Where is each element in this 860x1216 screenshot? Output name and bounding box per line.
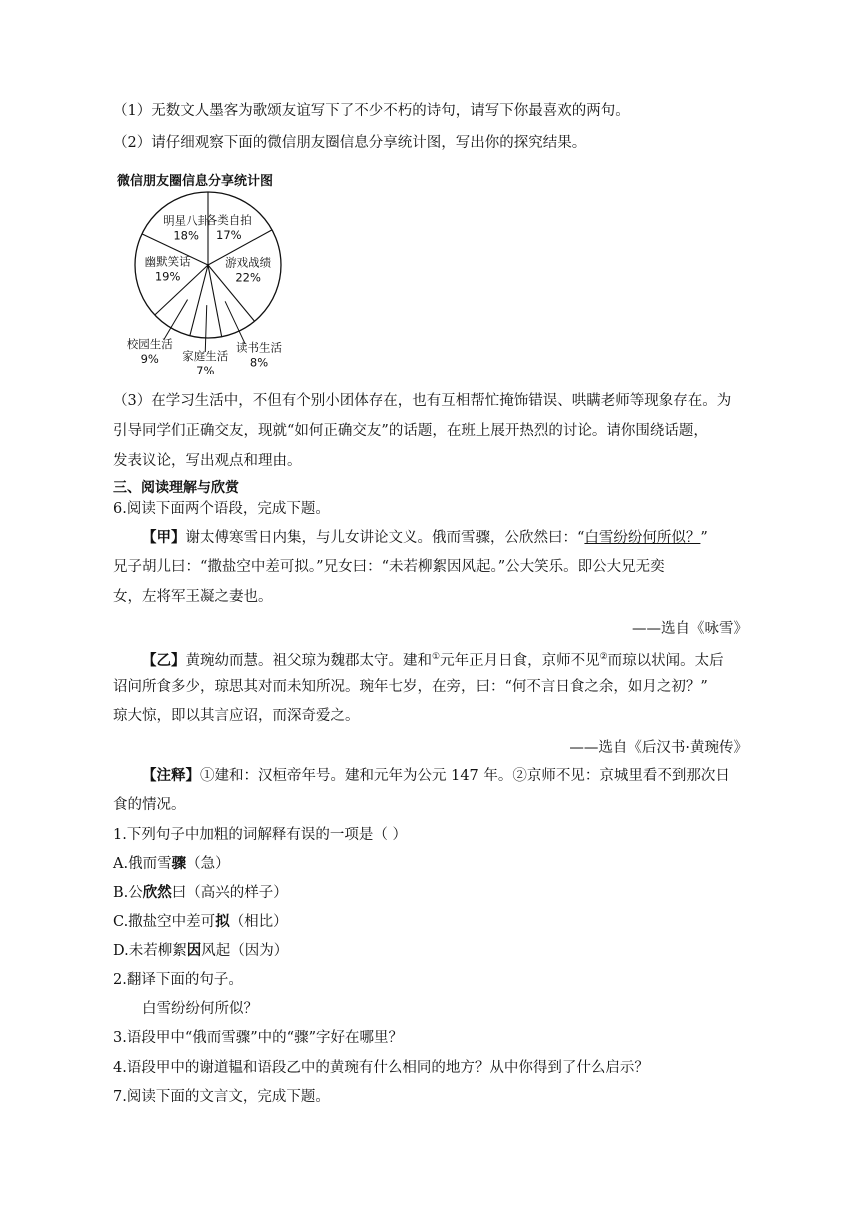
- underlined-sentence: 白雪纷纷何所似？: [584, 530, 701, 546]
- slice-category-label: 家庭生活: [182, 348, 229, 363]
- option-d-gloss: 风起（因为）: [201, 943, 289, 959]
- option-a: [113, 854, 230, 874]
- slice-value-label: 8%: [249, 355, 269, 370]
- option-c-text: C.撒盐空中差可: [113, 914, 216, 930]
- pie-slice-label: [236, 341, 282, 370]
- question-2: （2）请仔细观察下面的微信朋友圈信息分享统计图，写出你的探究结果。: [113, 135, 587, 151]
- option-d: [113, 941, 288, 961]
- chart-title: 微信朋友圈信息分享统计图: [117, 174, 274, 189]
- slice-value-label: 17%: [216, 227, 242, 242]
- passage-yi-text-a: 黄琬幼而慧。祖父琼为魏郡太守。建和: [185, 652, 432, 669]
- slice-category-label: 明星八卦: [163, 213, 210, 228]
- quote-mark: ”: [700, 530, 708, 546]
- slice-category-label: 幽默笑话: [144, 254, 191, 269]
- passage-yi-line3: 琼大惊，即以其言应诏，而深奇爱之。: [113, 708, 360, 724]
- option-b: [113, 883, 288, 903]
- slice-category-label: 校园生活: [126, 336, 173, 351]
- passage-yi-line2: 诏问所食多少，琼思其对而未知所况。琬年七岁，在旁，曰：“何不言日食之余，如月之初？”: [113, 679, 708, 695]
- passage-yi-source: ——选自《后汉书·黄琬传》: [569, 740, 748, 756]
- section-heading: 三、阅读理解与欣赏: [113, 480, 239, 496]
- sub-question-3: 3.语段甲中“俄而雪骤”中的“骤”字好在哪里？: [113, 1030, 403, 1046]
- passage-jia-source: ——选自《咏雪》: [632, 621, 748, 637]
- option-c: [113, 912, 288, 932]
- sub-question-2-sentence: 白雪纷纷何所似？: [142, 1001, 258, 1017]
- question-3-line3: 发表议论，写出观点和理由。: [113, 453, 302, 469]
- option-a-bold: 骤: [171, 855, 187, 872]
- note-line1: [142, 766, 730, 786]
- pie-chart: [95, 188, 305, 374]
- option-b-bold: 欣然: [142, 884, 172, 901]
- pie-slice-label: [127, 337, 173, 366]
- option-c-bold: 拟: [215, 913, 230, 930]
- passage-jia-line1: [142, 528, 708, 548]
- note-tag: 【注释】: [142, 767, 200, 784]
- slice-category-label: 各类自拍: [205, 212, 252, 227]
- slice-value-label: 7%: [196, 363, 215, 374]
- slice-category-label: 读书生活: [236, 340, 283, 355]
- question-3-line2: 引导同学们正确交友，现就“如何正确交友”的话题，在班上展开热烈的讨论。请你围绕话题，: [113, 423, 708, 439]
- option-b-text: B.公: [113, 885, 143, 901]
- slice-value-label: 9%: [140, 351, 159, 366]
- slice-category-label: 游戏战绩: [225, 255, 272, 270]
- passage-jia-line2: 兄子胡儿曰：“撒盐空中差可拟。”兄女曰：“未若柳絮因风起。”公大笑乐。即公大兄无奕: [113, 559, 665, 575]
- slice-value-label: 19%: [154, 269, 181, 284]
- question-1: （1）无数文人墨客为歌颂友谊写下了不少不朽的诗句，请写下你最喜欢的两句。: [113, 103, 630, 119]
- sub-question-1: 1.下列句子中加粗的词解释有误的一项是（ ）: [113, 827, 407, 843]
- note-line2: 食的情况。: [113, 797, 186, 813]
- slice-value-label: 18%: [173, 228, 199, 243]
- passage-jia-text: 谢太傅寒雪日内集，与儿女讲论文义。俄而雪骤，公欣然曰：“: [185, 530, 585, 546]
- passage-jia-tag: 【甲】: [142, 529, 186, 546]
- passage-yi-text-b: 元年正月日食，京师不见: [440, 652, 600, 669]
- pie-slice-label: [182, 349, 228, 374]
- question-7: 7.阅读下面的文言文，完成下题。: [113, 1089, 330, 1105]
- option-b-gloss: 曰（高兴的样子）: [171, 885, 288, 901]
- note-text: ①建和：汉桓帝年号。建和元年为公元 147 年。②京师不见：京城里看不到那次日: [200, 768, 730, 784]
- option-a-text: A.俄而雪: [113, 856, 172, 872]
- passage-yi-tag: 【乙】: [142, 651, 186, 669]
- passage-yi-line1: [142, 647, 724, 671]
- question-3-line1: （3）在学习生活中，不但有个别小团体存在，也有互相帮忙掩饰错误、哄瞒老师等现象存在。为: [113, 393, 732, 409]
- passage-yi-text-c: 而琼以状闻。太后: [607, 652, 724, 669]
- sub-question-4: 4.语段甲中的谢道韫和语段乙中的黄琬有什么相同的地方？从中你得到了什么启示？: [113, 1060, 649, 1076]
- option-a-gloss: （急）: [186, 856, 230, 872]
- slice-value-label: 22%: [235, 270, 261, 285]
- sub-question-2: 2.翻译下面的句子。: [113, 972, 243, 988]
- footnote-ref-1: ①: [432, 652, 441, 662]
- option-d-bold: 因: [186, 942, 202, 959]
- option-d-text: D.未若柳絮: [113, 943, 187, 959]
- passage-jia-line3: 女，左将军王凝之妻也。: [113, 589, 273, 605]
- footnote-ref-2: ②: [599, 652, 608, 662]
- question-6: 6.阅读下面两个语段，完成下题。: [113, 501, 330, 517]
- option-c-gloss: （相比）: [229, 914, 288, 930]
